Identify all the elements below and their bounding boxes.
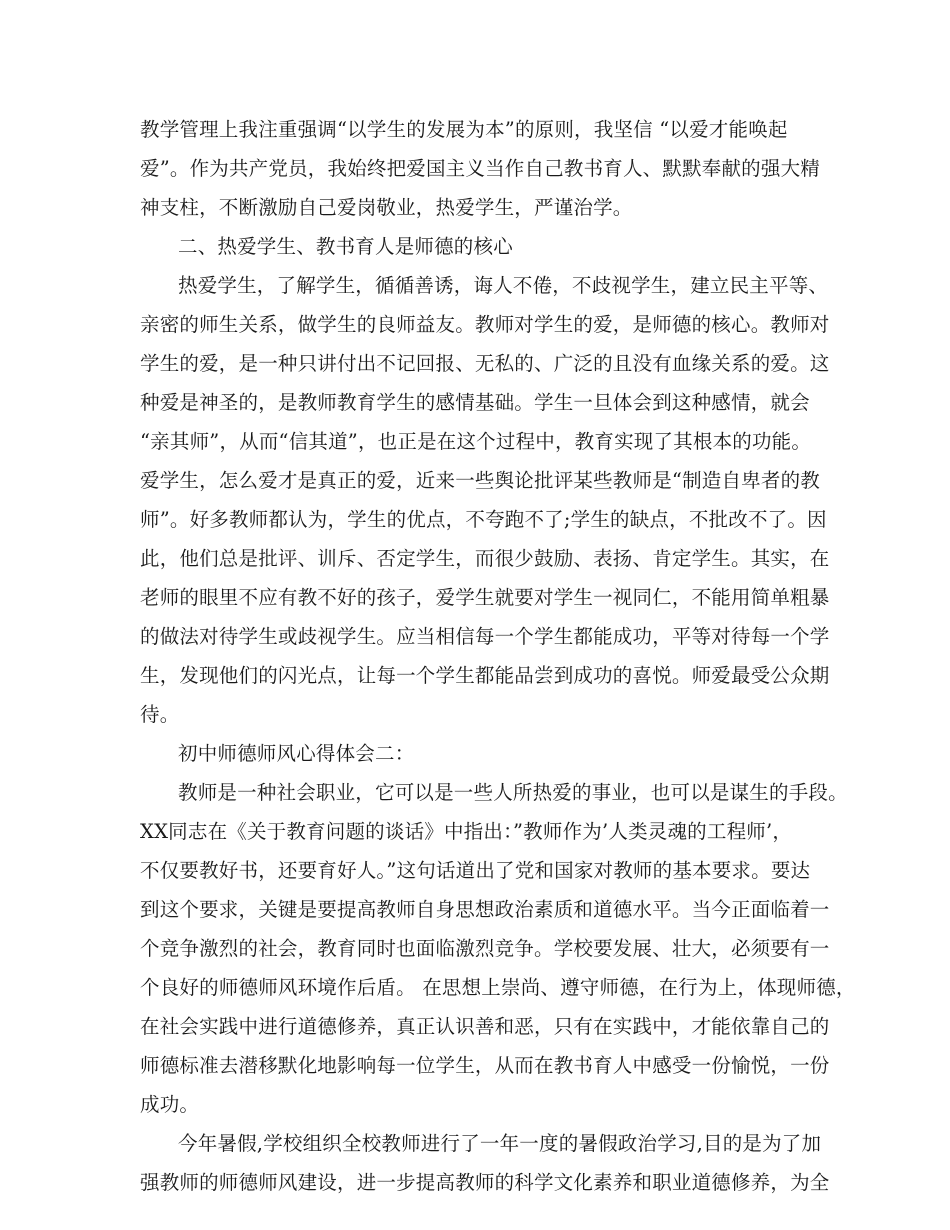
text-line: 亲密的师生关系，做学生的良师益友。教师对学生的爱，是师德的核心。教师对 <box>140 313 830 336</box>
text-line: 教师是一种社会职业，它可以是一些人所热爱的事业，也可以是谋生的手段。 <box>178 781 848 804</box>
text-line: 的做法对待学生或歧视学生。应当相信每一个学生都能成功，平等对待每一个学 <box>140 625 830 648</box>
text-line: 不仅要教好书，还要育好人。”这句话道出了党和国家对教师的基本要求。要达 <box>140 859 811 882</box>
text-line: “亲其师”，从而“信其道”，也正是在这个过程中，教育实现了其根本的功能。 <box>140 430 812 453</box>
text-line: 爱学生，怎么爱才是真正的爱，近来一些舆论批评某些教师是“制造自卑者的教 <box>140 469 820 492</box>
text-line: 师德标准去潜移默化地影响每一位学生，从而在教书育人中感受一份愉悦，一份 <box>140 1054 830 1077</box>
text-line: 神支柱，不断激励自己爱岗敬业，热爱学生，严谨治学。 <box>140 196 633 219</box>
text-line: 个竞争激烈的社会，教育同时也面临激烈竞争。学校要发展、壮大，必须要有一 <box>140 937 830 960</box>
text-line: 生，发现他们的闪光点，让每一个学生都能品尝到成功的喜悦。师爱最受公众期 <box>140 664 830 687</box>
text-line: 教学管理上我注重强调“以学生的发展为本”的原则，我坚信 “以爱才能唤起 <box>140 118 788 141</box>
text-line: 成功。 <box>140 1093 200 1116</box>
text-line: 种爱是神圣的，是教师教育学生的感情基础。学生一旦体会到这种感情，就会 <box>140 391 810 414</box>
text-line: 待。 <box>140 703 180 726</box>
text-line: 到这个要求，关键是要提高教师自身思想政治素质和道德水平。当今正面临着一 <box>140 898 830 921</box>
text-line: 个良好的师德师风环境作后盾。 在思想上崇尚、遵守师德，在行为上，体现师德， <box>140 976 856 999</box>
text-line: 学生的爱，是一种只讲付出不记回报、无私的、广泛的且没有血缘关系的爱。这 <box>140 352 830 375</box>
text-line: XX同志在《关于教育问题的谈话》中指出：”教师作为’人类灵魂的工程师’， <box>140 820 793 843</box>
text-line: 爱”。作为共产党员，我始终把爱国主义当作自己教书育人、默默奉献的强大精 <box>140 157 820 180</box>
text-line: 此，他们总是批评、训斥、否定学生，而很少鼓励、表扬、肯定学生。其实，在 <box>140 547 830 570</box>
text-line: 老师的眼里不应有教不好的孩子，爱学生就要对学生一视同仁，不能用简单粗暴 <box>140 586 830 609</box>
text-line: 师”。好多教师都认为，学生的优点，不夸跑不了;学生的缺点，不批改不了。因 <box>140 508 827 531</box>
text-line: 在社会实践中进行道德修养，真正认识善和恶，只有在实践中，才能依靠自己的 <box>140 1015 830 1038</box>
section-heading: 二、热爱学生、教书育人是师德的核心 <box>178 235 513 258</box>
text-line: 强教师的师德师风建设，进一步提高教师的科学文化素养和职业道德修养，为全 <box>140 1171 830 1194</box>
text-line: 今年暑假,学校组织全校教师进行了一年一度的暑假政治学习,目的是为了加 <box>178 1132 822 1155</box>
section-heading: 初中师德师风心得体会二： <box>178 742 415 765</box>
text-line: 热爱学生，了解学生，循循善诱，诲人不倦，不歧视学生，建立民主平等、 <box>178 274 829 297</box>
